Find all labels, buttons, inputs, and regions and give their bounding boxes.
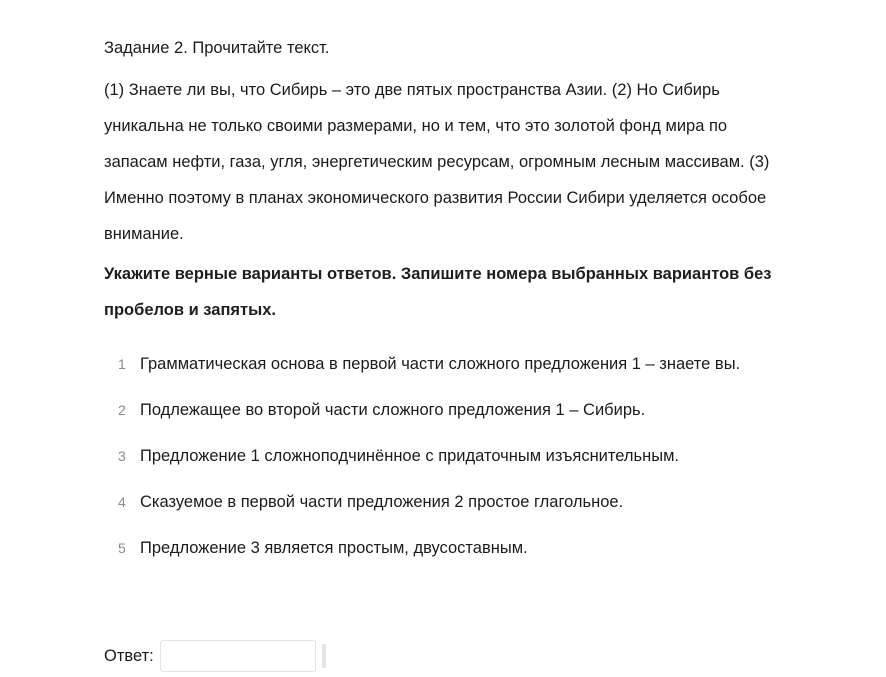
option-number: 1 xyxy=(118,356,126,372)
option-text: Подлежащее во второй части сложного предложения 1 – Сибирь. xyxy=(140,401,646,419)
task-container xyxy=(104,30,794,576)
answer-submit-handle[interactable] xyxy=(322,644,326,668)
option-number: 2 xyxy=(118,402,126,418)
option-item[interactable] xyxy=(104,530,794,566)
option-number: 3 xyxy=(118,448,126,464)
option-item[interactable] xyxy=(104,438,794,474)
option-item[interactable] xyxy=(104,484,794,520)
answer-input[interactable] xyxy=(160,640,316,672)
task-text: (1) Знаете ли вы, что Сибирь – это две пятых пространства Азии. (2) Но Сибирь уникальна не только своими размерами, но и тем, что это золотой фонд мира по запасам нефти, газа, угля, энергетическим ресурсам, огромным лесным массивам. (3) Именно поэтому в планах экономического развития России Сибири уделяется особое внимание. xyxy=(104,81,770,243)
option-text: Грамматическая основа в первой части сложного предложения 1 – знаете вы. xyxy=(140,355,741,373)
answer-label: Ответ: xyxy=(104,646,154,665)
task-instruction: Укажите верные варианты ответов. Запишите номера выбранных вариантов без пробелов и запятых. xyxy=(104,265,772,319)
option-item[interactable] xyxy=(104,392,794,428)
option-text: Сказуемое в первой части предложения 2 простое глагольное. xyxy=(140,493,624,511)
answer-row xyxy=(104,640,326,672)
options-list xyxy=(104,346,794,566)
option-number: 4 xyxy=(118,494,126,510)
task-title: Задание 2. Прочитайте текст. xyxy=(104,39,330,57)
option-item[interactable] xyxy=(104,346,794,382)
option-number: 5 xyxy=(118,540,126,556)
option-text: Предложение 3 является простым, двусоставным. xyxy=(140,539,528,557)
option-text: Предложение 1 сложноподчинённое с придаточным изъяснительным. xyxy=(140,447,680,465)
